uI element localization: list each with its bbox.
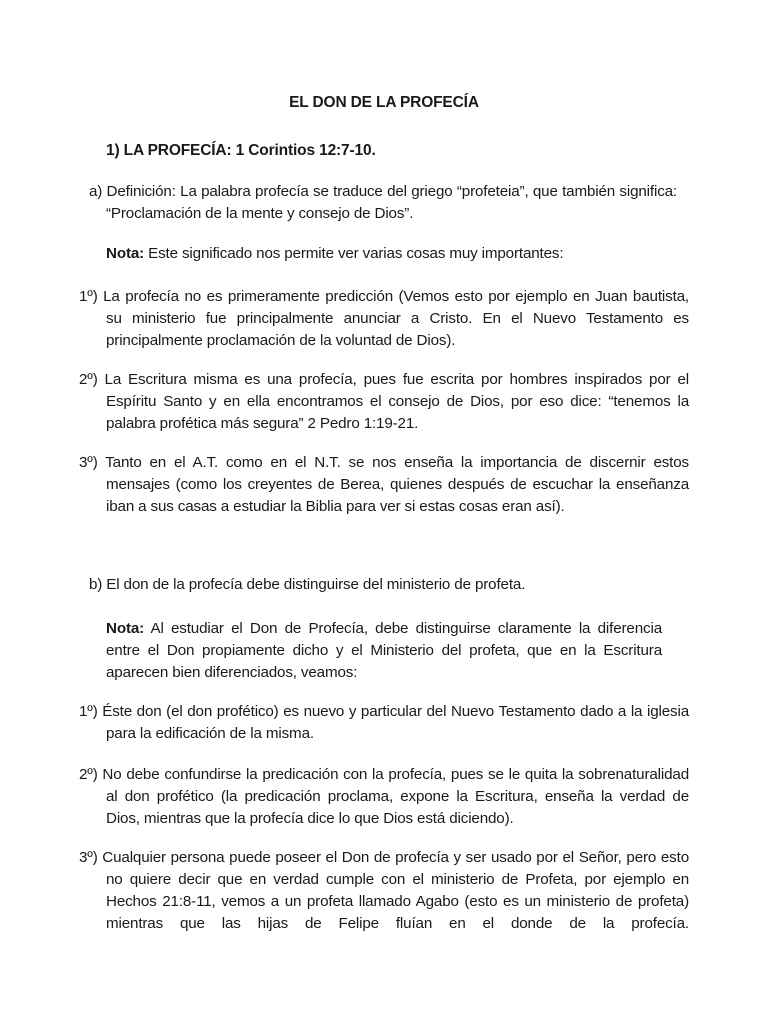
section-heading: 1) LA PROFECÍA: 1 Corintios 12:7-10. — [106, 142, 376, 159]
note-label: Nota: — [106, 245, 145, 262]
document-title: EL DON DE LA PROFECÍA — [289, 94, 479, 111]
point-b-2: 2º) No debe confundirse la predicación con la profecía, pues se le quita la sobrenaturalidad al don profético (la predicación proclama, expone la Escritura, enseña la verdad de Dios, mientras que la profecía dice lo que Dios está diciendo). — [79, 766, 689, 827]
note-paragraph-a — [106, 243, 666, 265]
point-b-3: 3º) Cualquier persona puede poseer el Don de profecía y ser usado por el Señor, pero esto no quiere decir que en verdad cumple con el ministerio de Profeta, por ejemplo en Hechos 21:8-11, vemos a un profeta llamado Agabo (esto es un ministerio de profeta) mientras que las hijas de Felipe fluían en el donde de la profecía. — [79, 849, 689, 932]
part-b-paragraph: b) El don de la profecía debe distinguirse del ministerio de profeta. — [89, 576, 526, 593]
note-paragraph-b — [106, 618, 662, 684]
point-a-2: 2º) La Escritura misma es una profecía, pues fue escrita por hombres inspirados por el Espíritu Santo y en ella encontramos el consejo de Dios, por eso dice: “tenemos la palabra profética más segura” 2 Pedro 1:19-21. — [79, 371, 689, 432]
note-label: Nota: — [106, 620, 145, 637]
note-text: Este significado nos permite ver varias cosas muy importantes: — [144, 245, 564, 262]
point-a-1: 1º) La profecía no es primeramente predicción (Vemos esto por ejemplo en Juan bautista, su ministerio fue principalmente anunciar a Cristo. En el Nuevo Testamento es principalmente proclamación de la voluntad de Dios). — [79, 288, 689, 349]
point-b-1: 1º) Éste don (el don profético) es nuevo y particular del Nuevo Testamento dado a la iglesia para la edificación de la misma. — [79, 703, 689, 742]
point-a-3: 3º) Tanto en el A.T. como en el N.T. se nos enseña la importancia de discernir estos mensajes (como los creyentes de Berea, quienes después de escuchar la enseñanza iban a sus casas a estudiar la Biblia para ver si estas cosas eran así). — [79, 454, 689, 515]
note-text: Al estudiar el Don de Profecía, debe distinguirse claramente la diferencia entre el Don propiamente dicho y el Ministerio del profeta, que en la Escritura aparecen bien diferenciados, veamos: — [106, 620, 662, 681]
definition-paragraph: a) Definición: La palabra profecía se traduce del griego “profeteia”, que también significa: “Proclamación de la mente y consejo de Dios”. — [89, 183, 677, 222]
